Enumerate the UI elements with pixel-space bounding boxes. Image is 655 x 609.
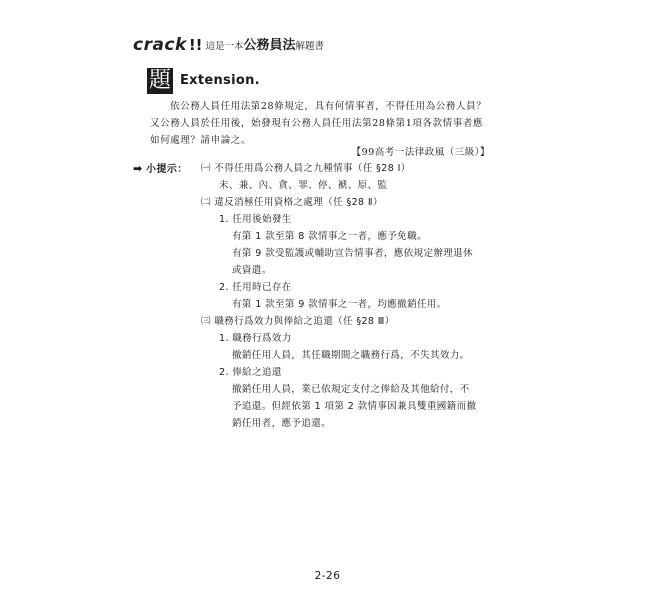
hint-line: 1. 任用後始發生 <box>219 214 292 225</box>
hint-line: 或資遣。 <box>232 265 272 276</box>
hint-line: ㈠ 不得任用爲公務人員之九種情事（任 §28 Ⅰ） <box>201 163 411 174</box>
hint-line: 有第 9 款受監護或輔助宣告情事者，應依規定辦理退休 <box>232 248 473 259</box>
question-block <box>150 98 490 149</box>
tagline-part-1: 這是一本 <box>205 41 244 52</box>
hint-line: 有第 1 款至第 9 款情事之一者，均應撤銷任用。 <box>232 299 447 310</box>
hint-line: 予追還。但經依第 1 項第 2 款情事因兼具雙重國籍而撤 <box>232 401 477 412</box>
page-number: 2-26 <box>314 570 341 582</box>
section-title: Extension. <box>180 73 260 88</box>
hint-line: 有第 1 款至第 8 款情事之一者，應予免職。 <box>232 231 427 242</box>
hint-header <box>133 161 188 178</box>
section-badge: 題 <box>148 68 171 93</box>
header-tagline <box>206 39 325 54</box>
hint-line: 2. 俸給之追還 <box>219 367 282 378</box>
hint-line: ㈡ 違反消極任用資格之處理（任 §28 Ⅱ） <box>201 197 383 208</box>
question-source: 【99高考一法律政風（三級）】 <box>351 147 490 158</box>
hint-line: 2. 任用時已存在 <box>219 282 292 293</box>
hint-label: 小提示： <box>146 164 188 175</box>
page-header <box>133 34 324 54</box>
tagline-part-2: 公務員法 <box>243 38 296 53</box>
hint-line: 1. 職務行爲效力 <box>219 333 292 344</box>
hint-line: 撤銷任用人員，業已依規定支付之俸給及其他給付，不 <box>232 384 470 395</box>
arrow-right-icon: ➡ <box>133 162 143 175</box>
hint-line: 撤銷任用人員，其任職期間之職務行爲，不失其效力。 <box>232 350 470 361</box>
hint-line: 銷任用者，應予追還。 <box>232 418 332 429</box>
brand-exclaim: !! <box>188 36 203 54</box>
brand-logo: crack <box>133 35 187 55</box>
hint-line: 未、兼、內、貪、罪、停、褫、原、監 <box>219 180 388 191</box>
hint-line: ㈢ 職務行爲效力與俸給之追還（任 §28 Ⅲ） <box>201 316 395 327</box>
question-text: 依公務人員任用法第28條規定，具有何情事者，不得任用為公務人員？又公務人員於任用後，始發現有公務人員任用法第28條第1項各款情事者應如何處理？請申論之。 <box>150 101 487 146</box>
tagline-part-3: 解題書 <box>295 41 325 52</box>
